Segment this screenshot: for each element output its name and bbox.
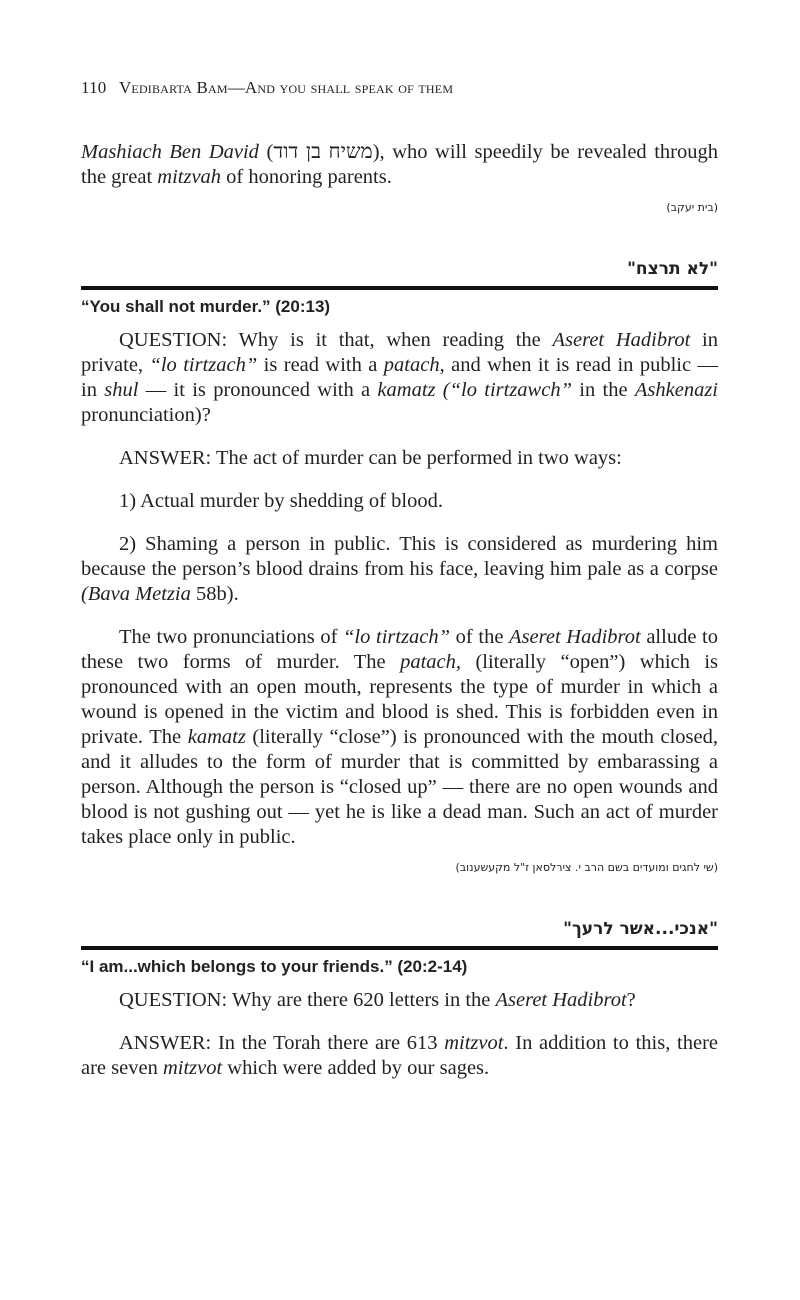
hebrew-verse-title: "אנכי...אשר לרעך" bbox=[563, 919, 718, 939]
source-citation: (שי לחגים ומועדים בשם הרב י. צירלסאן ז"ל מקעשענוב) bbox=[455, 861, 718, 874]
book-title: Vedibarta Bam—And you shall speak of them bbox=[118, 78, 454, 97]
english-verse-title: “I am...which belongs to your friends.” (20:2-14) bbox=[81, 957, 468, 976]
section-divider bbox=[81, 946, 718, 950]
page-number: 110 bbox=[81, 78, 107, 97]
question-paragraph: QUESTION: Why is it that, when reading the Aseret Hadibrot in private, “lo tirtzach” is read with a patach, and when it is read in public — in shul — it is pronounced with a kamatz (“lo tirtzawch” in the Ashkenazi pronunciation)? bbox=[81, 329, 718, 426]
answer-paragraph: ANSWER: In the Torah there are 613 mitzvot. In addition to this, there are seven mitzvot which were added by our sages. bbox=[81, 1032, 718, 1079]
english-verse-title: “You shall not murder.” (20:13) bbox=[81, 297, 331, 316]
running-header bbox=[81, 78, 718, 98]
book-page bbox=[81, 78, 718, 1099]
section-divider bbox=[81, 286, 718, 290]
point-1: 1) Actual murder by shedding of blood. bbox=[119, 490, 443, 512]
point-2: 2) Shaming a person in public. This is considered as murdering him because the person’s blood drains from his face, leaving him pale as a corpse (Bava Metzia 58b). bbox=[81, 533, 718, 605]
answer-paragraph: ANSWER: The act of murder can be performed in two ways: bbox=[119, 447, 622, 469]
explanation-paragraph: The two pronunciations of “lo tirtzach” of the Aseret Hadibrot allude to these two forms of murder. The patach, (literally “open”) which is pronounced with an open mouth, represents the type of murder in which a wound is opened in the victim and blood is shed. This is forbidden even in private. The kamatz (literally “close”) is pronounced with the mouth closed, and it alludes to the form of murder that is committed by embarassing a person. Although the person is “closed up” — there are no open wounds and blood is not gushing out — yet he is like a dead man. Such an act of murder takes place only in public. bbox=[81, 626, 718, 848]
hebrew-verse-title: "לא תרצח" bbox=[627, 259, 718, 279]
question-paragraph: QUESTION: Why are there 620 letters in the Aseret Hadibrot? bbox=[119, 989, 636, 1011]
source-citation: (בית יעקב) bbox=[666, 201, 718, 214]
intro-paragraph: Mashiach Ben David (משיח בן דוד), who will speedily be revealed through the great mitzvah of honoring parents. bbox=[81, 141, 719, 188]
